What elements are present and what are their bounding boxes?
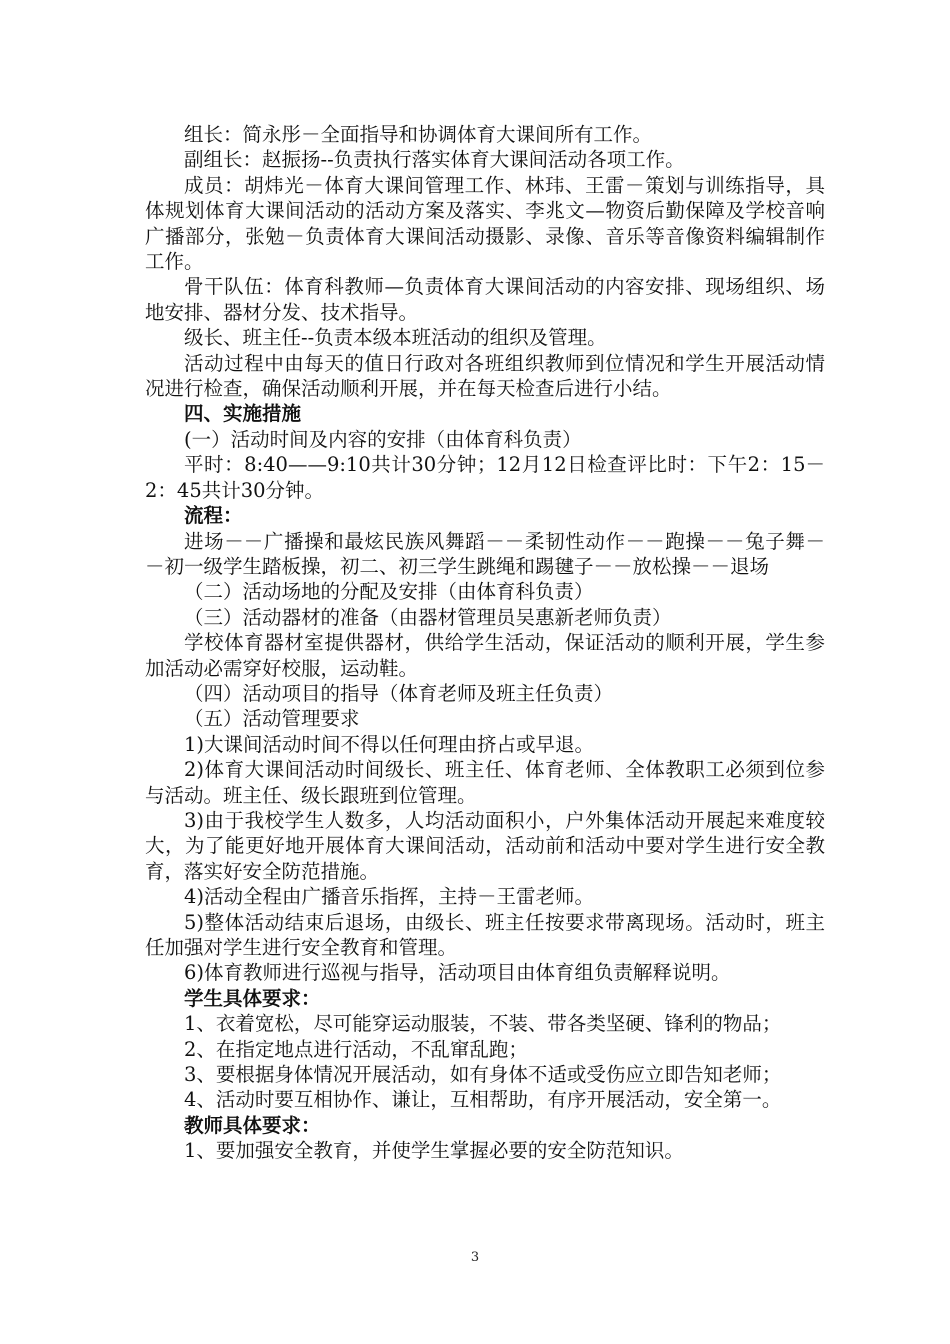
paragraph-time: 平时：8:40——9:10共计30分钟；12月12日检查评比时：下午2：15－2：45共计30分钟。 — [145, 453, 825, 502]
paragraph-core-team: 骨干队伍：体育科教师—负责体育大课间活动的内容安排、现场组织、场地安排、器材分发、技术指导。 — [145, 275, 825, 324]
rule-item-2: 2)体育大课间活动时间级长、班主任、体育老师、全体教职工必须到位参与活动。班主任、级长跟班到位管理。 — [145, 758, 825, 807]
heading-student-requirements: 学生具体要求： — [184, 986, 321, 1010]
paragraph-inspection: 活动过程中由每天的值日行政对各班组织教师到位情况和学生开展活动情况进行检查，确保活动顺利开展，并在每天检查后进行小结。 — [145, 351, 825, 401]
heading-teacher-requirements: 教师具体要求： — [184, 1113, 321, 1137]
subsection-venue: （二）活动场地的分配及安排（由体育科负责） — [184, 580, 594, 604]
paragraph-process: 进场－－广播操和最炫民族风舞蹈－－柔韧性动作－－跑操－－兔子舞－－初一级学生踏板操，初二、初三学生跳绳和踢毽子－－放松操－－退场 — [145, 529, 825, 578]
student-requirement-3: 3、要根据身体情况开展活动，如有身体不适或受伤应立即告知老师； — [184, 1063, 782, 1087]
paragraph-deputy-leader: 副组长：赵振扬--负责执行落实体育大课间活动各项工作。 — [184, 148, 685, 172]
rule-item-6: 6)体育教师进行巡视与指导，活动项目由体育组负责解释说明。 — [184, 961, 731, 985]
page-number: 3 — [470, 1250, 480, 1265]
paragraph-equipment: 学校体育器材室提供器材，供给学生活动，保证活动的顺利开展，学生参加活动必需穿好校服，运动鞋。 — [145, 631, 825, 680]
rule-item-1: 1)大课间活动时间不得以任何理由挤占或早退。 — [184, 732, 595, 756]
student-requirement-1: 1、衣着宽松，尽可能穿运动服装，不装、带各类坚硬、锋利的物品； — [184, 1012, 782, 1036]
document-body — [145, 122, 825, 1164]
subsection-equipment: （三）活动器材的准备（由器材管理员吴惠新老师负责） — [184, 605, 672, 629]
rule-item-3: 3)由于我校学生人数多，人均活动面积小，户外集体活动开展起来难度较大，为了能更好地开展体育大课间活动，活动前和活动中要对学生进行安全教育，落实好安全防范措施。 — [145, 808, 825, 883]
subsection-schedule: (一）活动时间及内容的安排（由体育科负责） — [184, 427, 582, 451]
rule-item-5: 5)整体活动结束后退场，由级长、班主任按要求带离现场。活动时，班主任加强对学生进行安全教育和管理。 — [145, 910, 825, 959]
student-requirement-4: 4、活动时要互相协作、谦让，互相帮助，有序开展活动，安全第一。 — [184, 1088, 782, 1112]
paragraph-leader: 组长：简永彤－全面指导和协调体育大课间所有工作。 — [184, 123, 653, 146]
student-requirement-2: 2、在指定地点进行活动，不乱窜乱跑； — [184, 1037, 528, 1061]
paragraph-members: 成员：胡炜光－体育大课间管理工作、林玮、王雷－策划与训练指导，具体规划体育大课间活动的活动方案及落实、李兆文—物资后勤保障及学校音响广播部分，张勉－负责体育大课间活动摄影、录像、音乐等音像资料编辑制作工作。 — [145, 173, 825, 274]
rule-item-4: 4)活动全程由广播音乐指挥，主持－王雷老师。 — [184, 885, 595, 909]
subsection-guidance: （四）活动项目的指导（体育老师及班主任负责） — [184, 681, 614, 705]
heading-process: 流程： — [184, 504, 243, 528]
section-heading-measures: 四、实施措施 — [184, 402, 302, 426]
subsection-management: （五）活动管理要求 — [184, 707, 360, 731]
teacher-requirement-1: 1、要加强安全教育，并使学生掌握必要的安全防范知识。 — [184, 1139, 684, 1163]
paragraph-grade-heads: 级长、班主任--负责本级本班活动的组织及管理。 — [184, 326, 607, 350]
